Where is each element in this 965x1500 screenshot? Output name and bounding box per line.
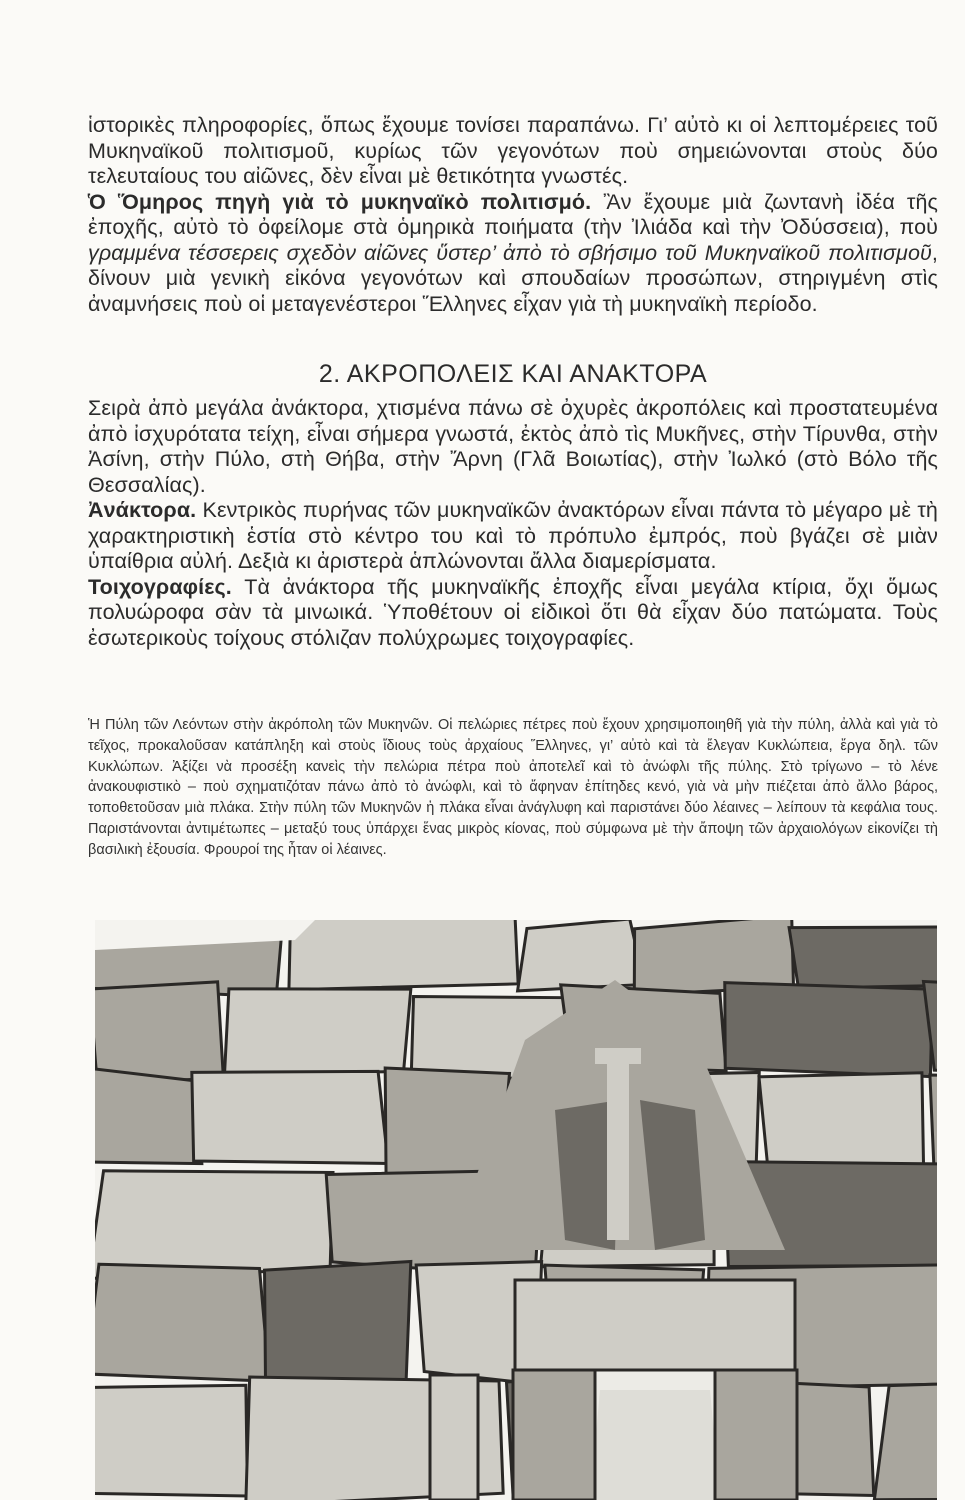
palaces-paragraph [88, 498, 938, 575]
wall-stone [95, 1264, 269, 1381]
wall-stone [95, 1171, 333, 1279]
wall-stone [289, 920, 518, 990]
wall-stone [224, 989, 411, 1079]
intro-text [88, 113, 938, 317]
left-jamb [513, 1370, 595, 1500]
frescoes-lead: Τοιχογραφίες. [88, 574, 232, 599]
frescoes-text: Τὰ ἀνάκτορα τῆς μυκηναϊκῆς ἐποχῆς εἶναι μεγάλα κτίρια, ὄχι ὅμως πολυώροφα σὰν τὰ μινωικά. Ὑποθέτουν οἱ εἰδικοὶ ὅτι θὰ εἶχαν δύο πατώματα. Τοὺς ἐσωτερικοὺς τοίχους στόλιζαν πολύχρωμες τοιχογραφίες. [88, 574, 938, 650]
homer-italic: γραμμένα τέσσερεις σχεδὸν αἰῶνες ὕστερ’ ἀπὸ τὸ σβήσιμο τοῦ Μυκηναϊκοῦ πολιτισμοῦ [88, 240, 932, 265]
lintel-stone [515, 1280, 795, 1370]
acropolis-paragraph: Σειρὰ ἀπὸ μεγάλα ἀνάκτορα, χτισμένα πάνω σὲ ὀχυρὲς ἀκροπόλεις καὶ προστατευμένα ἀπὸ ἰσχυρότατα τείχη, εἶναι σήμερα γνωστά, ἐκτὸς ἀπὸ τὶς Μυκῆνες, στὴν Τίρυνθα, στὴν Ἀσίνη, στὴν Πύλο, στὴ Θήβα, στὴν Ἄρνη (Γλᾶ Βοιωτίας), στὴν Ἰωλκό (στὸ Βόλο τῆς Θεσσαλίας). [88, 396, 938, 497]
wall-stone [725, 983, 933, 1077]
wall-stone [95, 1066, 202, 1163]
homer-text-1: Ἂν ἔχουμε μιὰ ζωντανὴ ἰδέα τῆς ἐποχῆς, αὐτὸ τὸ ὀφείλομε στὰ ὁμηρικὰ ποιήματα (τὴν Ἰλιάδα καὶ τὴν Ὀδύσσεια), ποὺ [88, 189, 939, 239]
wall-stone [95, 1385, 247, 1496]
photo-caption: Ἡ Πύλη τῶν Λεόντων στὴν ἀκρόπολη τῶν Μυκηνῶν. Οἱ πελώριες πέτρες ποὺ ἔχουν χρησιμοποιηθῆ γιὰ τὴν πύλη, ἀλλὰ καὶ γιὰ τὸ τεῖχος, προκαλοῦσαν κατάπληξη καὶ στοὺς ἴδιους τοὺς ἀρχαίους Ἕλληνες, γι’ αὐτὸ καὶ τὰ ἔλεγαν Κυκλώπεια, ἔργα δηλ. τῶν Κυκλώπων. Ἀξίζει νὰ προσέξη κανεὶς τὴν πελώρια πέτρα ποὺ ἀποτελεῖ καὶ τὸ ἀνώφλι τῆς πύλης. Στὸ τρίγωνο – τὸ λένε ἀνακουφιστικὸ – ποὺ σχηματιζόταν πάνω ἀπὸ τὸ ἀνώφλι, καὶ τὸ ἄφηναν ἐπίτηδες κενό, γιὰ νὰ μὴν πιέζεται ἀπὸ ἄλλο βάρος, τοποθετοῦσαν μιὰ πλάκα. Στὴν πύλη τῶν Μυκηνῶν ἡ πλάκα εἶναι ἀνάγλυφη καὶ παριστάνει δύο λέαινες – λείπουν τὰ κεφάλια τους. Παριστάνονται ἀντιμέτωπες – μεταξύ τους ὑπάρχει ἕνας μικρὸς κίονας, ποὺ σύμφωνα μὲ τὴν ἄποψη τῶν ἀρχαιολόγων εἰκονίζει τὴ βασιλικὴ ἐξουσία. Φρουροί της ἦταν οἱ λέαινες. [88, 717, 938, 858]
wall-stone [789, 927, 937, 988]
section-heading: 2. ΑΚΡΟΠΟΛΕΙΣ ΚΑΙ ΑΝΑΚΤΟΡΑ [318, 360, 708, 388]
palaces-lead: Ἀνάκτορα. [88, 498, 197, 522]
intro-paragraph-text: ἱστορικὲς πληροφορίες, ὅπως ἔχουμε τονίσει παραπάνω. Γι’ αὐτὸ κι οἱ λεπτομέρειες τοῦ Μυκηναϊκοῦ πολιτισμοῦ, κυρίως τῶν γεγονότων ποὺ σημειώνονται στοὺς δύο τελευταίους του αἰῶνες, δὲν εἶναι μὲ θετικότητα γνωστές. [88, 113, 938, 188]
homer-text-2: , δίνουν μιὰ γενικὴ εἰκόνα γεγονότων καὶ σπουδαίων προσώπων, στηριγμένη στὶς ἀναμνήσεις ποὺ οἱ μεταγενέστεροι Ἕλληνες εἶχαν γιὰ τὴ μυκηναϊκὴ περίοδο. [88, 240, 938, 316]
homer-lead: Ὁ Ὅμηρος πηγὴ γιὰ τὸ μυκηναϊκὸ πολιτισμό. [88, 189, 592, 214]
palaces-text: Κεντρικὸς πυρήνας τῶν μυκηναϊκῶν ἀνακτόρων εἶναι πάντα τὸ μέγαρο μὲ τὴ χαρακτηριστικὴ ἑστία στὸ κέντρο του καὶ τὸ πρόπυλο ἐμπρός, ποὺ βγάζει σὲ μιὰν ὑπαίθρια αὐλή. Δεξιὰ κι ἀριστερὰ ἁπλώνονται ἄλλα διαμερίσματα. [88, 498, 938, 573]
wall-stone [265, 1261, 411, 1384]
wall-stone [518, 920, 645, 991]
frescoes-paragraph [88, 575, 938, 652]
relief-column [607, 1060, 629, 1240]
intro-paragraph [88, 113, 938, 317]
wall-stone [95, 982, 223, 1083]
right-jamb [715, 1370, 797, 1500]
wall-stone [192, 1071, 388, 1163]
standing-stone [430, 1375, 478, 1500]
lion-gate-illustration [95, 920, 937, 1500]
lion-gate-photo [95, 920, 937, 1500]
distant-hill [590, 1390, 720, 1500]
column-capital [595, 1048, 641, 1064]
section-text [88, 396, 938, 651]
